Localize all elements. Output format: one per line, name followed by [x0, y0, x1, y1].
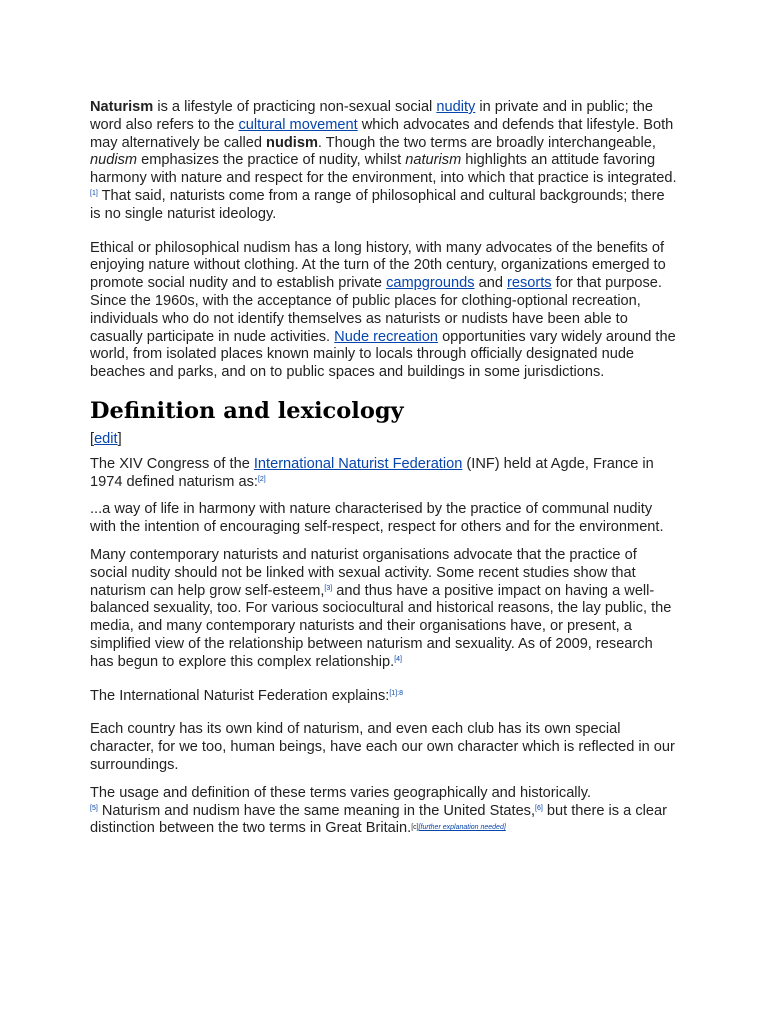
link-resorts[interactable]: resorts [507, 275, 552, 292]
bracket-open: [ [90, 430, 95, 447]
further-explanation-needed-link[interactable]: [further explanation needed] [418, 824, 506, 832]
blockquote-definition: ...a way of life in harmony with nature characterised by the practice of communal nudity with the intention of encouraging self-respect, respect for others and for the environment. [90, 501, 664, 536]
article-content [90, 99, 678, 854]
link-international-naturist-federation[interactable]: International Naturist Federation [253, 455, 463, 472]
intro-paragraph-2 [90, 240, 678, 382]
emphasis-nudism: nudism [90, 152, 138, 169]
text-span: Many contemporary naturists and naturist organisations advocate that the practice of social nudity should not be linked with sexual activity. Some recent studies show that naturism can help grow self-esteem, [90, 546, 637, 599]
section-paragraph-3 [90, 688, 678, 706]
text-span: which advocates and defends that lifestyle. Both may alternatively be called [90, 116, 674, 151]
text-span: opportunities vary widely around the world, from isolated places known mainly to locals through officially designated nude beaches and parks, and on to public spaces and buildings in some jurisdictions. [90, 328, 676, 381]
citation-ref-6[interactable]: [5] [90, 804, 98, 812]
term-nudism: nudism [266, 134, 318, 151]
text-span: (INF) held at Agde, France in 1974 defined naturism as: [90, 455, 654, 490]
link-nude-recreation[interactable]: Nude recreation [334, 328, 439, 345]
intro-paragraph-1 [90, 99, 678, 224]
text-span: but there is a clear distinction between the two terms in Great Britain. [90, 802, 667, 837]
term-naturism: Naturism [90, 99, 154, 115]
citation-ref-7[interactable]: [6] [535, 804, 543, 812]
link-nudity[interactable]: nudity [436, 99, 476, 115]
text-span: The XIV Congress of the [90, 455, 254, 472]
text-span: for that purpose. Since the 1960s, with the acceptance of public places for clothing-optional recreation, individuals who do not identify themselves as naturists or nudists have been able to casually participate in nude activities. [90, 275, 662, 345]
text-span: Naturism and nudism have the same meaning in the United States, [97, 802, 536, 819]
citation-ref-1[interactable]: [1] [90, 189, 98, 197]
citation-ref-4[interactable]: [4] [394, 655, 403, 663]
edit-link[interactable]: edit [94, 430, 118, 447]
bracket-close: ] [117, 430, 122, 447]
citation-ref-3[interactable]: [3] [324, 584, 333, 592]
link-campgrounds[interactable]: campgrounds [386, 275, 475, 292]
text-span: is a lifestyle of practicing non-sexual social [153, 99, 437, 115]
text-span: The usage and definition of these terms varies geographically and historically. [90, 784, 592, 801]
edit-section-link-wrapper [90, 431, 678, 449]
section-heading: Definition and lexicology [90, 397, 404, 424]
footnote-group [411, 824, 506, 831]
text-span: and thus have a positive impact on having a well-balanced sexuality, too. For various sociocultural and historical reasons, the lay public, the media, and many contemporary naturists and their organisations have, or present, a simplified view of the relationship between naturism and sexuality. As of 2009, research has begun to explore this complex relationship. [90, 582, 672, 670]
text-span: The International Naturist Federation explains: [90, 687, 390, 704]
section-paragraph-4 [90, 785, 678, 838]
text-span: Ethical or philosophical nudism has a long history, with many advocates of the benefits of enjoying nature without clothing. At the turn of the 20th century, organizations emerged to promote social nudity and to establish private [90, 239, 666, 292]
emphasis-naturism: naturism [405, 152, 462, 169]
citation-ref-2[interactable]: [2] [257, 475, 266, 483]
link-cultural-movement[interactable]: cultural movement [238, 116, 358, 133]
section-paragraph-2 [90, 547, 678, 672]
citation-ref-5[interactable]: [1]:8 [389, 689, 403, 697]
citation-ref-c[interactable]: [c] [411, 824, 419, 832]
text-span: and [474, 275, 507, 292]
text-span: That said, naturists come from a range of philosophical and cultural backgrounds; there is no single naturist ideology. [90, 187, 665, 222]
text-span: in private and in public; the word also refers to the [90, 99, 653, 133]
text-span: emphasizes the practice of nudity, whilst [137, 152, 406, 169]
blockquote-inf-explanation: Each country has its own kind of naturism, and even each club has its own special character, for we too, human beings, have each our own character which is reflected in our surroundings. [90, 721, 675, 773]
section-paragraph-1 [90, 456, 678, 492]
text-span: highlights an attitude favoring harmony with nature and respect for the environment, into which that practice is integrated. [90, 152, 677, 187]
text-span: . Though the two terms are broadly interchangeable, [317, 134, 656, 151]
